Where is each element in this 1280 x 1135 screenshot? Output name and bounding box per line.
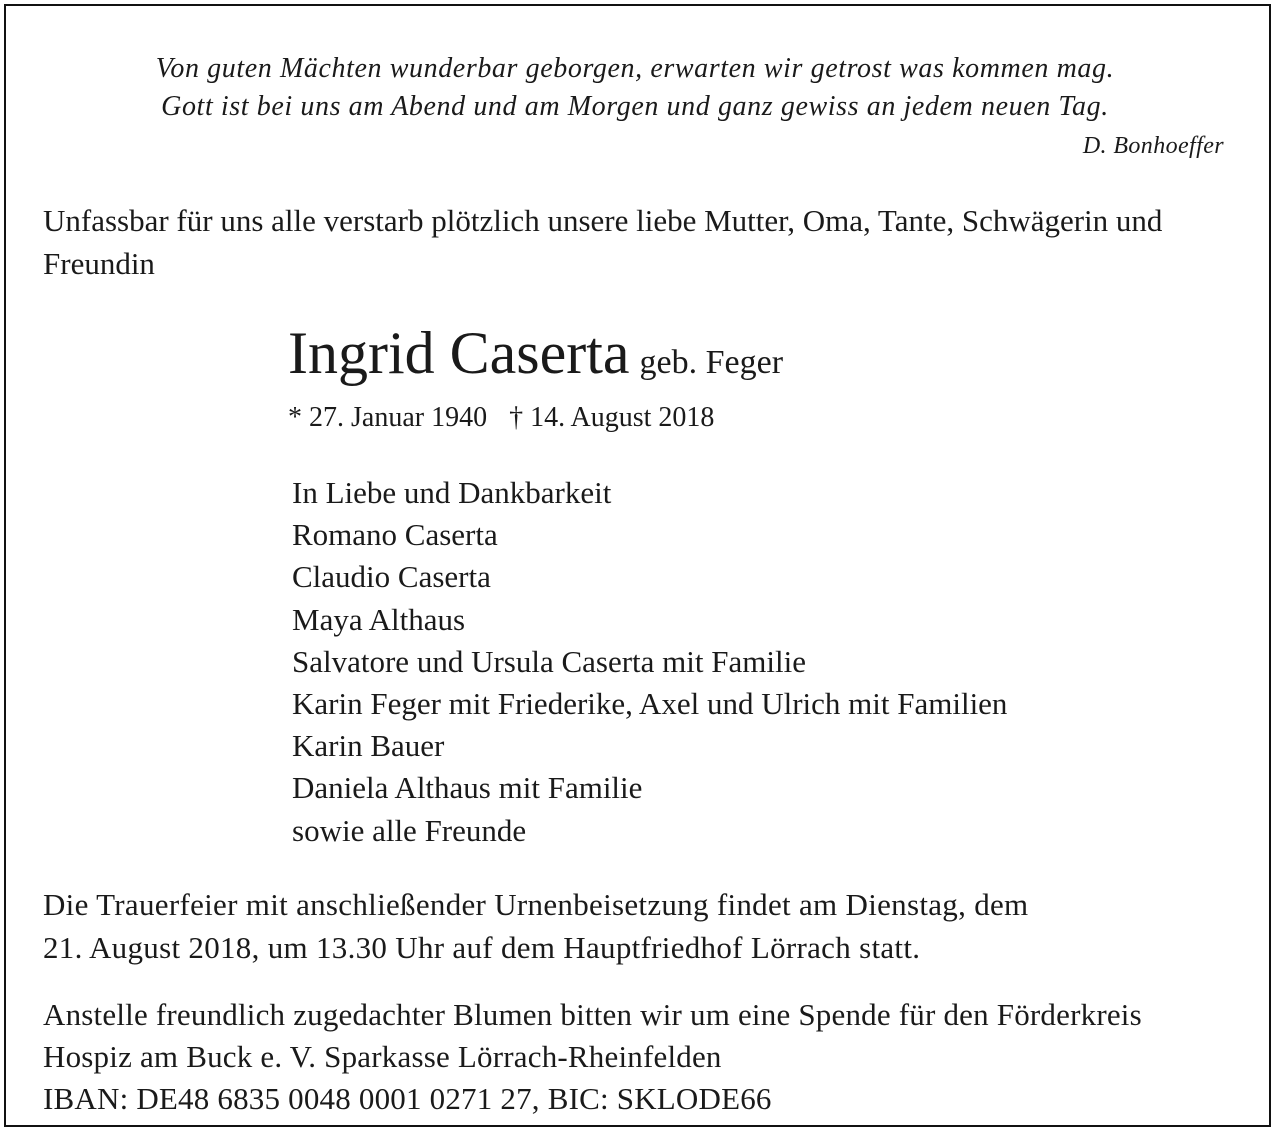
mourner-item: sowie alle Freunde xyxy=(292,812,527,848)
birth-date: * 27. Januar 1940 xyxy=(288,402,488,433)
mourner-item: Claudio Caserta xyxy=(292,559,491,595)
quote-line-2: Gott ist bei uns am Abend und am Morgen und ganz gewiss an jedem neuen Tag. xyxy=(161,91,1109,122)
mourners-list xyxy=(292,472,1007,852)
quote-attribution: D. Bonhoeffer xyxy=(1082,133,1224,159)
deceased-name: Ingrid Caserta xyxy=(288,320,630,386)
death-date: † 14. August 2018 xyxy=(509,402,715,433)
quote-line-1: Von guten Mächten wunderbar geborgen, erwarten wir getrost was kommen mag. xyxy=(155,53,1115,84)
intro-text: Unfassbar für uns alle verstarb plötzlich unsere liebe Mutter, Oma, Tante, Schwägerin und Freundin xyxy=(43,203,1163,281)
mourner-item: Salvatore und Ursula Caserta mit Familie xyxy=(292,643,806,679)
mourner-item: Karin Bauer xyxy=(292,728,445,764)
deceased-name-block xyxy=(288,318,783,388)
donation-info xyxy=(43,994,1243,1120)
bank-details: IBAN: DE48 6835 0048 0001 0271 27, BIC: SKLODE66 xyxy=(43,1081,772,1116)
mourner-item: Romano Caserta xyxy=(292,517,498,553)
service-line-2: 21. August 2018, um 13.30 Uhr auf dem Hauptfriedhof Lörrach statt. xyxy=(43,930,921,965)
service-info xyxy=(43,883,1238,969)
mourners-heading: In Liebe und Dankbarkeit xyxy=(292,475,612,510)
service-line-1: Die Trauerfeier mit anschließender Urnenbeisetzung findet am Dienstag, dem xyxy=(43,887,1029,922)
life-dates xyxy=(288,400,714,436)
donation-line-1: Anstelle freundlich zugedachter Blumen bitten wir um eine Spende für den Förderkreis xyxy=(43,997,1142,1032)
mourner-item: Maya Althaus xyxy=(292,601,466,637)
mourner-item: Daniela Althaus mit Familie xyxy=(292,770,643,806)
maiden-name: geb. Feger xyxy=(639,344,784,381)
mourner-item: Karin Feger mit Friederike, Axel und Ulrich mit Familien xyxy=(292,686,1008,722)
donation-line-2: Hospiz am Buck e. V. Sparkasse Lörrach-Rheinfelden xyxy=(43,1039,722,1074)
